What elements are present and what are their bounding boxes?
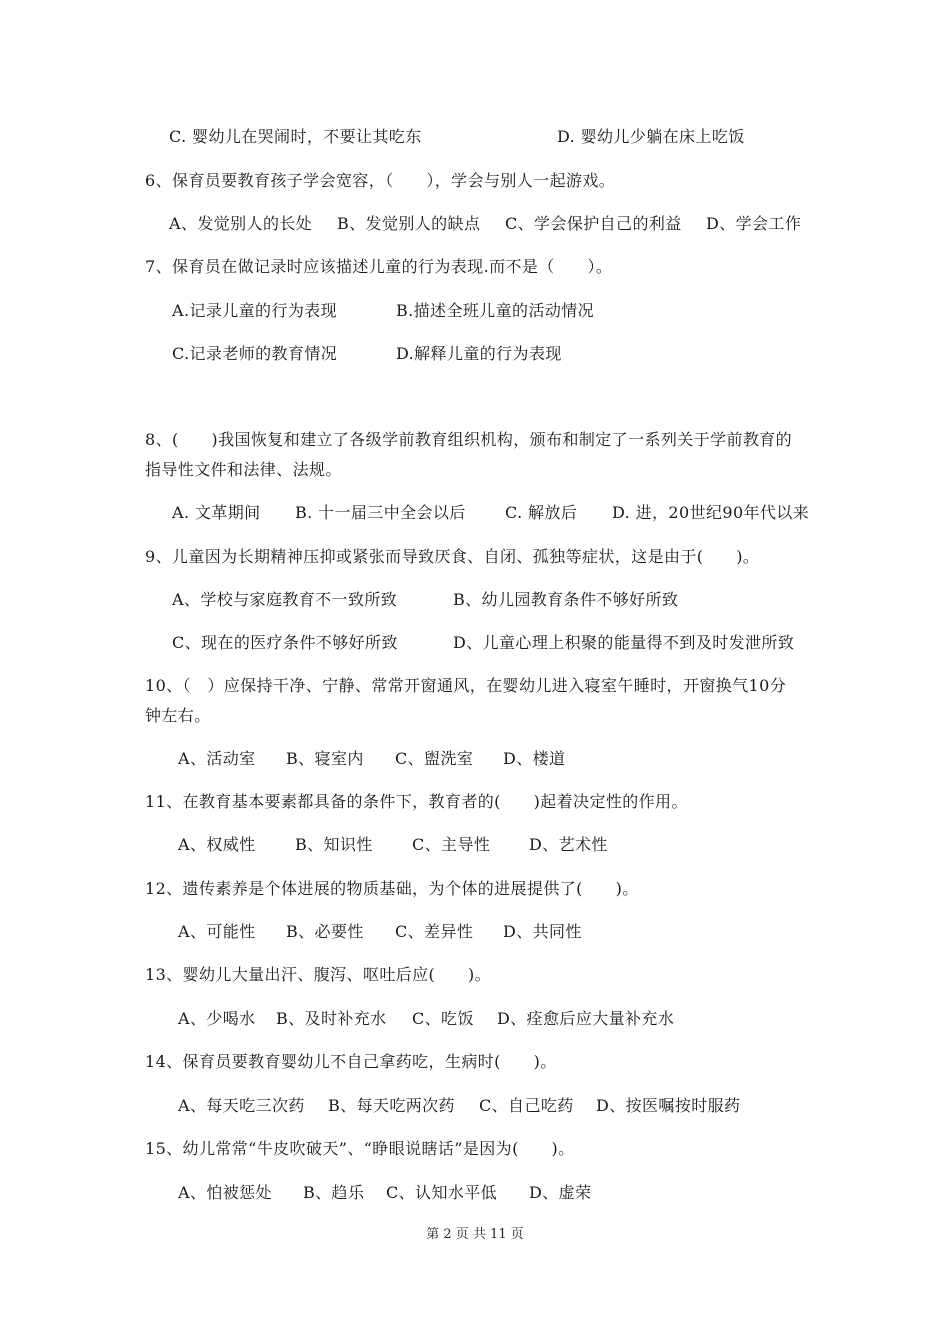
q7-stem: 7、保育员在做记录时应该描述儿童的行为表现.而不是（ ）。: [145, 257, 613, 276]
page-number-footer: 第 2 页 共 11 页: [426, 1227, 524, 1242]
q15-stem: 15、幼儿常常“牛皮吹破天”、“睁眼说瞎话”是因为( )。: [145, 1139, 575, 1158]
q15-option-c: C、认知水平低: [386, 1183, 498, 1202]
q15-option-b: B、趋乐: [303, 1183, 365, 1202]
q9-stem: 9、儿童因为长期精神压抑或紧张而导致厌食、自闭、孤独等症状，这是由于( )。: [145, 547, 760, 566]
q10-stem-line-2: 钟左右。: [145, 706, 211, 725]
q11-option-a: A、权威性: [178, 835, 256, 854]
q15-option-d: D、虚荣: [529, 1183, 592, 1202]
q12-option-b: B、必要性: [286, 922, 364, 941]
q7-option-c: C.记录老师的教育情况: [172, 344, 338, 363]
q5-option-c: C. 婴幼儿在哭闹时，不要让其吃东: [169, 127, 422, 146]
q9-option-a: A、学校与家庭教育不一致所致: [172, 590, 398, 609]
q14-option-a: A、每天吃三次药: [178, 1096, 305, 1115]
q8-option-c: C. 解放后: [505, 503, 578, 522]
q15-option-a: A、怕被惩处: [178, 1183, 272, 1202]
q8-option-d: D. 进，20世纪90年代以来: [612, 503, 810, 522]
q6-stem: 6、保育员要教育孩子学会宽容，（ ），学会与别人一起游戏。: [145, 171, 616, 190]
q8-stem-line-2: 指导性文件和法律、法规。: [145, 460, 342, 479]
q10-option-b: B、寝室内: [286, 749, 364, 768]
q6-option-a: A、发觉别人的长处: [169, 214, 313, 233]
q8-option-a: A. 文革期间: [172, 503, 261, 522]
q5-option-d: D. 婴幼儿少躺在床上吃饭: [557, 127, 745, 146]
q11-option-d: D、艺术性: [529, 835, 608, 854]
q13-stem: 13、婴幼儿大量出汗、腹泻、呕吐后应( )。: [145, 965, 492, 984]
q6-option-c: C、学会保护自己的利益: [505, 214, 682, 233]
q14-option-d: D、按医嘱按时服药: [596, 1096, 741, 1115]
q7-option-d: D.解释儿童的行为表现: [396, 344, 562, 363]
q8-stem-line-1: 8、( )我国恢复和建立了各级学前教育组织机构，颁布和制定了一系列关于学前教育的: [145, 430, 793, 449]
q9-option-b: B、幼儿园教育条件不够好所致: [453, 590, 679, 609]
q7-option-b: B.描述全班儿童的活动情况: [396, 301, 595, 320]
q14-option-c: C、自己吃药: [479, 1096, 574, 1115]
q13-option-c: C、吃饭: [412, 1009, 474, 1028]
q10-option-c: C、盥洗室: [395, 749, 474, 768]
q11-option-b: B、知识性: [295, 835, 373, 854]
q13-option-a: A、少喝水: [178, 1009, 256, 1028]
q11-option-c: C、主导性: [412, 835, 491, 854]
q10-option-d: D、楼道: [503, 749, 566, 768]
q14-option-b: B、每天吃两次药: [328, 1096, 455, 1115]
q7-option-a: A.记录儿童的行为表现: [172, 301, 338, 320]
q12-option-a: A、可能性: [178, 922, 256, 941]
q10-option-a: A、活动室: [178, 749, 256, 768]
q12-option-c: C、差异性: [395, 922, 474, 941]
q8-option-b: B. 十一届三中全会以后: [295, 503, 466, 522]
q14-stem: 14、保育员要教育婴幼儿不自己拿药吃，生病时( )。: [145, 1052, 557, 1071]
q6-option-d: D、学会工作: [706, 214, 802, 233]
q12-option-d: D、共同性: [503, 922, 582, 941]
q12-stem: 12、遗传素养是个体进展的物质基础，为个体的进展提供了( )。: [145, 879, 639, 898]
q9-option-c: C、现在的医疗条件不够好所致: [172, 633, 398, 652]
q6-option-b: B、发觉别人的缺点: [337, 214, 481, 233]
q11-stem: 11、在教育基本要素都具备的条件下，教育者的( )起着决定性的作用。: [145, 792, 688, 811]
q9-option-d: D、儿童心理上积聚的能量得不到及时发泄所致: [453, 633, 795, 652]
q13-option-d: D、痊愈后应大量补充水: [497, 1009, 675, 1028]
q13-option-b: B、及时补充水: [276, 1009, 387, 1028]
q10-stem-line-1: 10、（ ）应保持干净、宁静、常常开窗通风，在婴幼儿进入寝室午睡时，开窗换气10分: [145, 676, 787, 695]
